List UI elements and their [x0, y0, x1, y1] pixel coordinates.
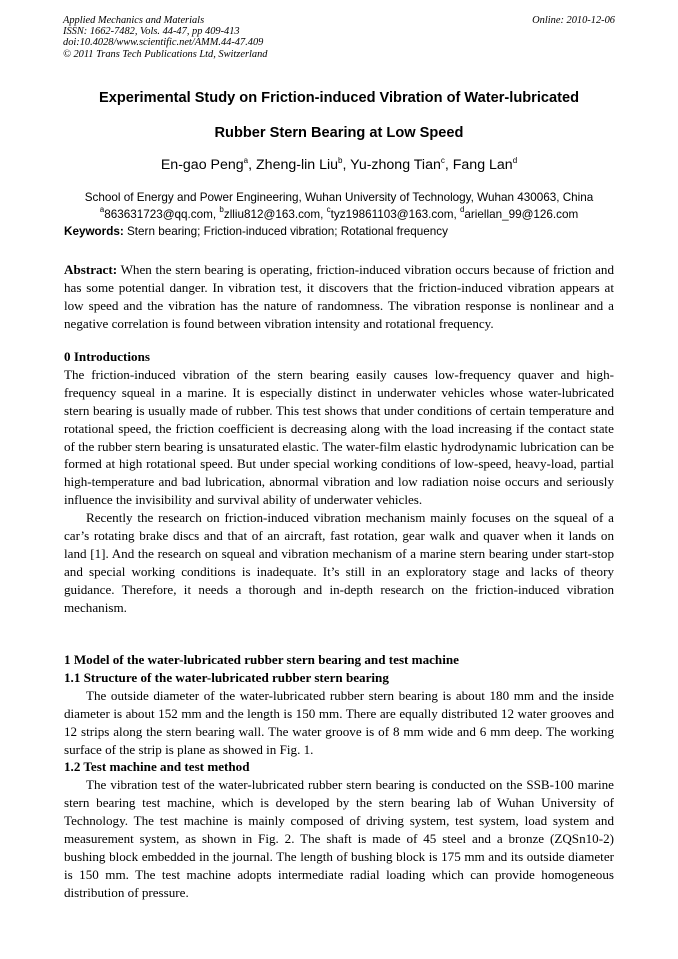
journal-name: Applied Mechanics and Materials: [63, 15, 205, 26]
subsection-heading: 1.2 Test machine and test method: [64, 759, 250, 775]
author-name: En-gao Peng: [160, 157, 244, 173]
abstract: [64, 261, 614, 333]
subsection-heading: 1.1 Structure of the water-lubricated rubber stern bearing: [64, 669, 389, 685]
separator: ,: [444, 157, 453, 173]
keywords: [64, 225, 448, 238]
online-date: Online: 2010-12-06: [532, 15, 615, 26]
separator: ,: [320, 208, 327, 221]
email-sup: c: [326, 205, 331, 214]
author-sup: b: [338, 156, 343, 165]
author-list: [40, 157, 638, 173]
section-heading: 0 Introductions: [64, 349, 150, 364]
journal-header: [63, 15, 267, 60]
email-sup: d: [459, 205, 465, 214]
abstract-text: When the stern bearing is operating, friction-induced vibration occurs because of friction and has some potential danger. In vibration test, it discovers that the friction-induced vibration appears at low speed and the vibration has the nature of randomness. The vibration response is nonlinear and a negative correlation is found between vibration intensity and rotational frequency.: [64, 262, 614, 331]
section-model: [64, 651, 614, 902]
author-sup: c: [440, 156, 445, 165]
email-link[interactable]: zlliu812@163.com: [223, 208, 321, 221]
separator: ,: [453, 208, 460, 221]
email-link[interactable]: tyz19861103@163.com: [330, 208, 454, 221]
section-introduction: [64, 348, 614, 617]
author-sup: d: [512, 156, 518, 165]
paragraph: The vibration test of the water-lubricated rubber stern bearing is conducted on the SSB-100 marine stern bearing test machine, which is developed by the stern bearing lab of Wuhan University of Technology. The test machine is mainly composed of driving system, test system, load system and measurement system, as shown in Fig. 2. The shaft is made of 45 steel and a bronze (ZQSn10-2) bushing block embedded in the journal. The length of bushing block is 175 mm and its outside diameter is 150 mm. The test machine adopts intermediate radial loading which can provide homogeneous distribution of pressure.: [64, 777, 614, 900]
email-sup: a: [99, 205, 105, 214]
email-sup: b: [219, 205, 224, 214]
affiliation: School of Energy and Power Engineering, Wuhan University of Technology, Wuhan 430063, China: [84, 191, 594, 204]
paragraph: The friction-induced vibration of the stern bearing easily causes low-frequency quaver and high-frequency squeal in a marine. It is especially distinct in underwater vehicles whose water-lubricated stern bearing is usually made of rubber. This test shows that under conditions of certain temperature and rotational speed, the friction coefficient is decreasing along with the load increasing if the contact state of the rubber stern bearing is unsaturated elastic. The water-film elastic hydrodynamic lubrication can be formed at high rotational speed. But under special working conditions of low-speed, heavy-load, partial high-temperature and bad lubrication, abnormal vibration and low radiation noise occurs and seriously influence the invisibility and survival ability of underwater vehicles.: [64, 366, 614, 508]
paragraph: The outside diameter of the water-lubricated rubber stern bearing is about 180 mm and the inside diameter is about 152 mm and the length is 150 mm. There are equally distributed 12 water grooves and 12 strips along the stern bearing wall. The water groove is of 8 mm wide and 6 mm deep. The working surface of the strip is plane as showed in Fig. 1.: [64, 687, 614, 757]
author-name: Zheng-lin Liu: [256, 157, 339, 173]
email-link[interactable]: ariellan_99@126.com: [464, 208, 579, 221]
copyright-line: © 2011 Trans Tech Publications Ltd, Switzerland: [63, 48, 268, 60]
paper-title-line-2: Rubber Stern Bearing at Low Speed: [214, 125, 464, 141]
keywords-label: Keywords:: [64, 225, 124, 238]
separator: ,: [248, 157, 257, 173]
separator: ,: [212, 208, 220, 221]
email-link[interactable]: 863631723@qq.com: [104, 208, 213, 221]
abstract-label: Abstract:: [64, 262, 118, 277]
email-list: [40, 205, 638, 221]
keywords-text: Stern bearing; Friction-induced vibration; Rotational frequency: [127, 225, 448, 238]
separator: ,: [342, 157, 351, 173]
doi-line[interactable]: doi:10.4028/www.scientific.net/AMM.44-47.409: [63, 37, 264, 49]
section-heading: 1 Model of the water-lubricated rubber stern bearing and test machine: [64, 652, 459, 667]
author-name: Fang Lan: [452, 157, 513, 173]
paragraph: Recently the research on friction-induced vibration mechanism mainly focuses on the squeal of a car’s rotating brake discs and that of an aircraft, fast rotation, gear walk and quaver when it lands on land [1]. And the research on squeal and vibration mechanism of a marine stern bearing under start-stop and special working conditions is inadequate. It’s still in an exploratory stage and lacks of theory guidance. Therefore, it needs a thorough and in-depth research on the friction-induced vibration mechanism.: [64, 510, 614, 615]
paper-title-line-1: Experimental Study on Friction-induced Vibration of Water-lubricated: [98, 90, 580, 106]
author-sup: a: [243, 156, 249, 165]
author-name: Yu-zhong Tian: [350, 157, 441, 173]
issn-line: ISSN: 1662-7482, Vols. 44-47, pp 409-413: [63, 26, 240, 38]
